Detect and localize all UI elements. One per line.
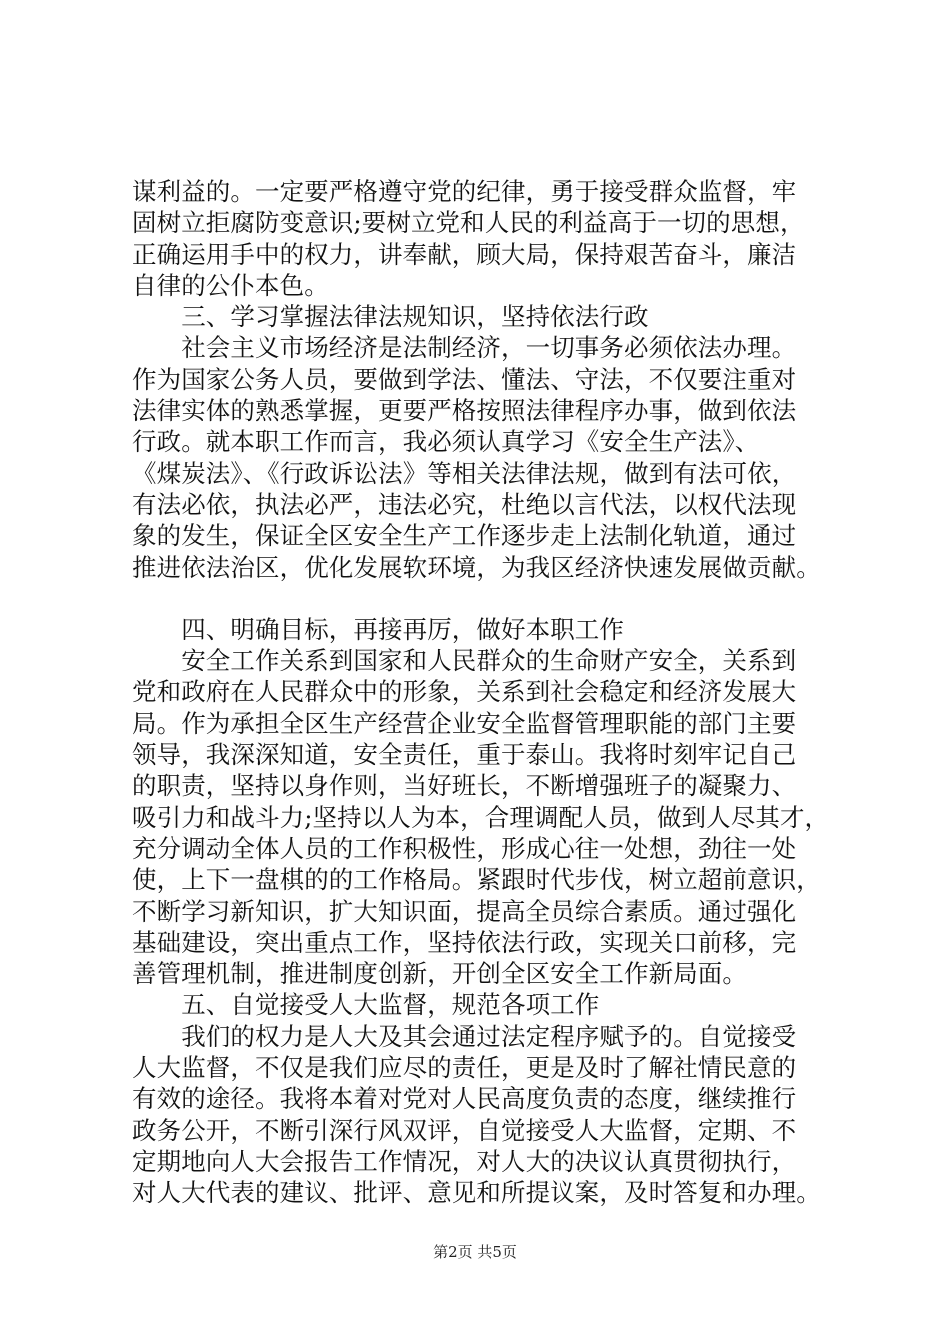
text-line: 善管理机制，推进制度创新，开创全区安全工作新局面。 — [132, 959, 747, 989]
text-line: 法律实体的熟悉掌握，更要严格按照法律程序办事，做到依法 — [132, 396, 797, 426]
text-line: 象的发生，保证全区安全生产工作逐步走上法制化轨道，通过 — [132, 521, 797, 551]
text-line: 固树立拒腐防变意识;要树立党和人民的利益高于一切的思想， — [132, 208, 805, 238]
text-line: 作为国家公务人员，要做到学法、懂法、守法，不仅要注重对 — [132, 364, 797, 394]
text-line: 谋利益的。一定要严格遵守党的纪律，勇于接受群众监督，牢 — [132, 177, 797, 206]
text-line: 社会主义市场经济是法制经济，一切事务必须依法办理。 — [132, 333, 797, 363]
paragraph-gap — [132, 583, 832, 614]
section-heading-4: 四、明确目标，再接再厉，做好本职工作 — [132, 614, 624, 644]
text-line: 党和政府在人民群众中的形象，关系到社会稳定和经济发展大 — [132, 677, 797, 707]
page-number-footer: 第2页 共5页 — [433, 1243, 517, 1261]
text-line: 基础建设，突出重点工作，坚持依法行政，实现关口前移，完 — [132, 927, 797, 957]
text-line: 自律的公仆本色。 — [132, 270, 329, 300]
text-line: 对人大代表的建议、批评、意见和所提议案，及时答复和办理。 — [132, 1178, 821, 1208]
text-line: 正确运用手中的权力，讲奉献，顾大局，保持艰苦奋斗，廉洁 — [132, 239, 797, 269]
text-line: 《煤炭法》、《行政诉讼法》等相关法律法规，做到有法可依， — [132, 458, 797, 488]
text-block-section-4-5 — [132, 614, 832, 1209]
text-line: 政务公开，不断引深行风双评，自觉接受人大监督，定期、不 — [132, 1115, 797, 1145]
text-block-section-3 — [132, 176, 832, 583]
text-line: 不断学习新知识，扩大知识面，提高全员综合素质。通过强化 — [132, 896, 797, 926]
text-line: 吸引力和战斗力;坚持以人为本，合理调配人员，做到人尽其才， — [132, 802, 830, 832]
text-line: 推进依法治区，优化发展软环境，为我区经济快速发展做贡献。 — [132, 552, 821, 582]
text-line: 有法必依，执法必严，违法必究，杜绝以言代法，以权代法现 — [132, 489, 797, 519]
text-line: 的职责，坚持以身作则，当好班长，不断增强班子的凝聚力、 — [132, 771, 797, 801]
text-line: 行政。就本职工作而言，我必须认真学习《安全生产法》、 — [132, 427, 760, 457]
text-line: 安全工作关系到国家和人民群众的生命财产安全，关系到 — [132, 646, 797, 676]
text-line: 局。作为承担全区生产经营企业安全监督管理职能的部门主要 — [132, 708, 797, 738]
document-body — [132, 176, 832, 1209]
section-heading-5: 五、自觉接受人大监督，规范各项工作 — [132, 990, 600, 1020]
text-line: 定期地向人大会报告工作情况，对人大的决议认真贯彻执行， — [132, 1146, 797, 1176]
text-line: 有效的途径。我将本着对党对人民高度负责的态度，继续推行 — [132, 1084, 797, 1114]
text-line: 我们的权力是人大及其会通过法定程序赋予的。自觉接受 — [132, 1021, 797, 1051]
text-line: 充分调动全体人员的工作积极性，形成心往一处想，劲往一处 — [132, 833, 797, 863]
section-heading-3: 三、学习掌握法律法规知识，坚持依法行政 — [132, 302, 649, 332]
text-line: 人大监督，不仅是我们应尽的责任，更是及时了解社情民意的 — [132, 1053, 797, 1083]
text-line: 使，上下一盘棋的的工作格局。紧跟时代步伐，树立超前意识， — [132, 865, 821, 895]
text-line: 领导，我深深知道，安全责任，重于泰山。我将时刻牢记自己 — [132, 740, 797, 770]
